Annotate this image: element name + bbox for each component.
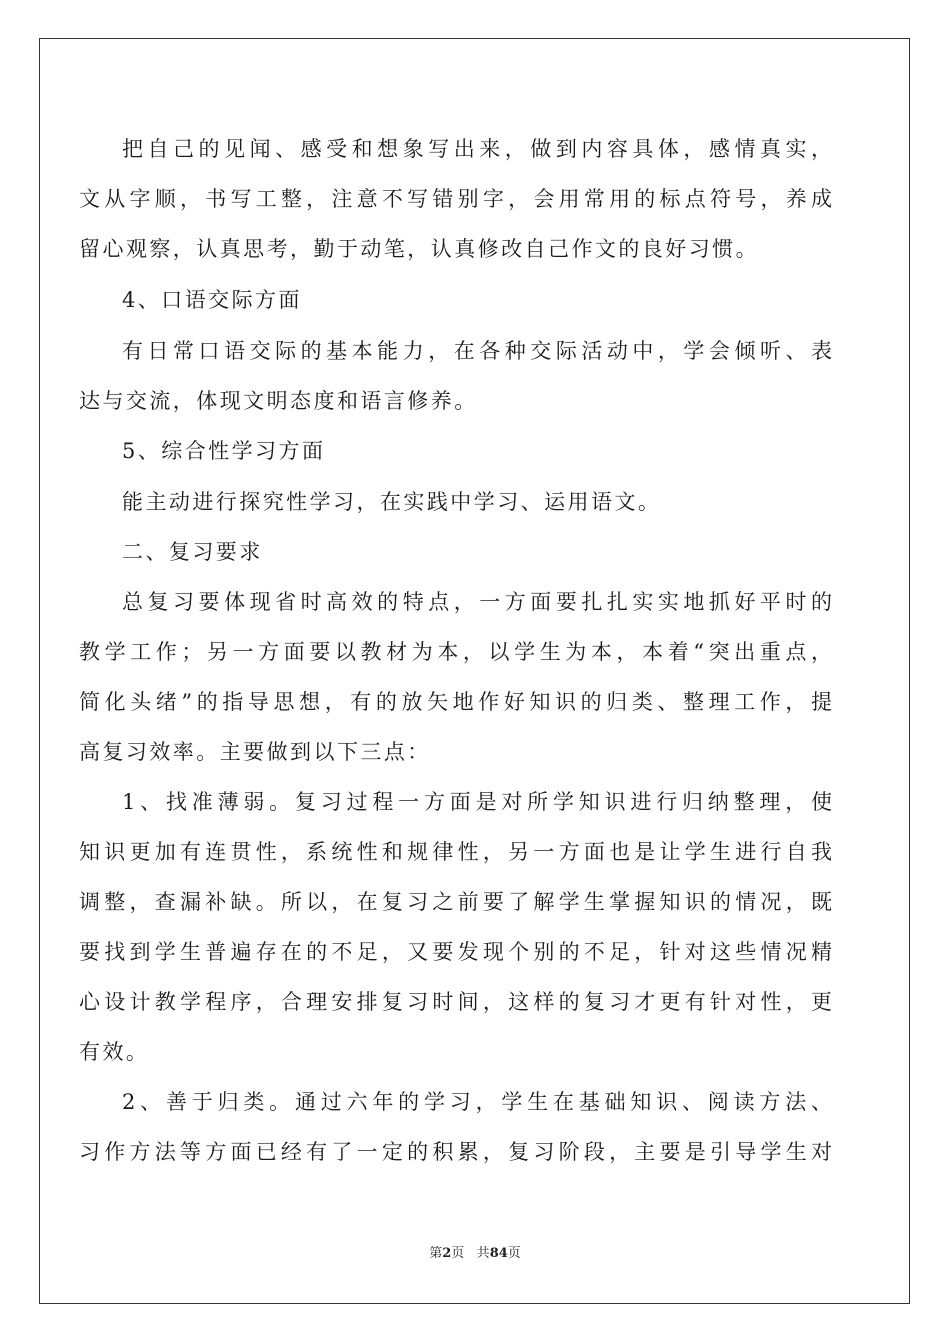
- footer-total-suffix: 页: [507, 1246, 521, 1261]
- text-line: 简化头绪”的指导思想，有的放矢地作好知识的归类、整理工作，提: [79, 690, 832, 714]
- text-line: 把自己的见闻、感受和想象写出来，做到内容具体，感情真实，: [122, 137, 832, 161]
- text-line: 1、找准薄弱。复习过程一方面是对所学知识进行归纳整理，使: [122, 790, 832, 814]
- text-line: 能主动进行探究性学习，在实践中学习、运用语文。: [122, 490, 662, 514]
- text-line: 有效。: [79, 1040, 150, 1064]
- text-line: 总复习要体现省时高效的特点，一方面要扎扎实实地抓好平时的: [122, 590, 832, 614]
- text-line: 达与交流，体现文明态度和语言修养。: [79, 389, 478, 413]
- text-line: 教学工作；另一方面要以教材为本，以学生为本，本着“突出重点，: [79, 640, 832, 664]
- text-line: 要找到学生普遍存在的不足，又要发现个别的不足，针对这些情况精: [79, 940, 832, 964]
- text-line: 高复习效率。主要做到以下三点：: [79, 740, 431, 764]
- total-page-count: 84: [489, 1246, 508, 1261]
- text-line: 习作方法等方面已经有了一定的积累，复习阶段，主要是引导学生对: [79, 1140, 832, 1164]
- text-line: 心设计教学程序，合理安排复习时间，这样的复习才更有针对性，更: [79, 990, 832, 1014]
- footer-prefix: 第: [429, 1246, 443, 1261]
- text-line: 文从字顺，书写工整，注意不写错别字，会用常用的标点符号，养成: [79, 187, 832, 211]
- page-footer: [0, 1245, 950, 1263]
- text-line: 2、善于归类。通过六年的学习，学生在基础知识、阅读方法、: [122, 1090, 832, 1114]
- text-line: 留心观察，认真思考，勤于动笔，认真修改自己作文的良好习惯。: [79, 237, 760, 261]
- footer-page-suffix: 页: [451, 1246, 465, 1261]
- current-page-number: 2: [442, 1246, 452, 1261]
- footer-total-prefix: 共: [476, 1246, 490, 1261]
- section-heading: 4、口语交际方面: [122, 288, 302, 312]
- text-line: 调整，查漏补缺。所以，在复习之前要了解学生掌握知识的情况，既: [79, 890, 832, 914]
- text-line: 有日常口语交际的基本能力，在各种交际活动中，学会倾听、表: [122, 339, 832, 363]
- section-heading: 5、综合性学习方面: [122, 439, 326, 463]
- section-heading: 二、复习要求: [122, 540, 263, 564]
- text-line: 知识更加有连贯性，系统性和规律性，另一方面也是让学生进行自我: [79, 840, 832, 864]
